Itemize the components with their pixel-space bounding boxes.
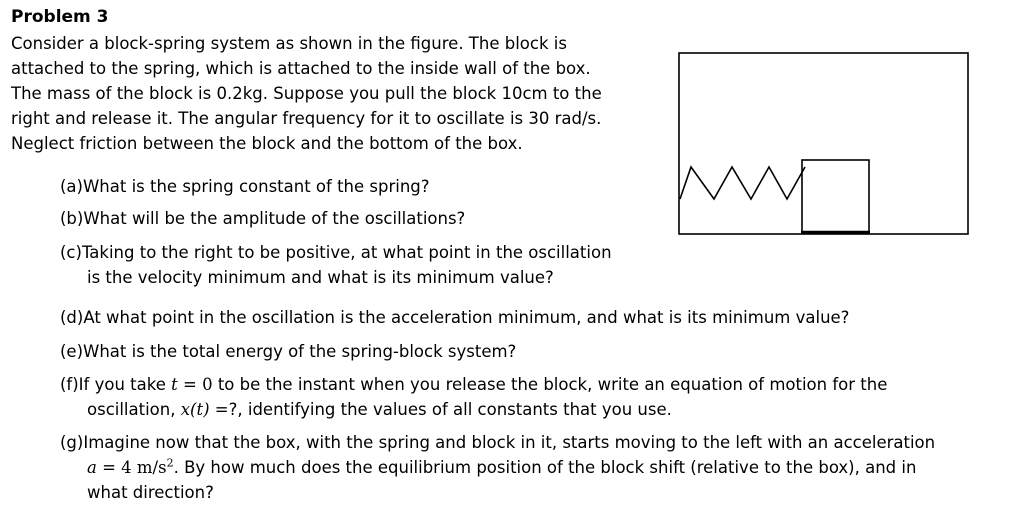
box-outline xyxy=(679,53,968,234)
question-b-text: (b)What will be the amplitude of the oscillations? xyxy=(60,209,466,228)
question-a-text: (a)What is the spring constant of the spring? xyxy=(60,177,430,196)
block-spring-figure xyxy=(678,52,970,236)
question-f-text: =?, identifying the values of all constants that you use. xyxy=(209,400,672,419)
exponent: 2 xyxy=(166,456,174,470)
intro-line: Consider a block-spring system as shown in the figure. The block is xyxy=(11,34,567,53)
question-f xyxy=(60,372,887,422)
equals-zero: = 0 xyxy=(177,375,213,394)
spring-zigzag xyxy=(680,167,805,199)
question-e-text: (e)What is the total energy of the spring-block system? xyxy=(60,342,517,361)
intro-line: attached to the spring, which is attached to the inside wall of the box. xyxy=(11,59,591,78)
question-f-line-1 xyxy=(60,372,887,397)
question-f-text: (f)If you take xyxy=(60,375,172,394)
question-f-text: oscillation, xyxy=(87,400,181,419)
question-e xyxy=(60,339,516,364)
question-a xyxy=(60,174,430,199)
acceleration-value: = 4 m/s xyxy=(96,458,167,477)
question-b xyxy=(60,206,465,231)
problem-intro xyxy=(11,31,602,156)
variable-t: t xyxy=(171,375,178,394)
question-g-text: . By how much does the equilibrium position of the block shift (relative to the box), and in xyxy=(173,458,917,477)
problem-title: Problem 3 xyxy=(11,7,109,27)
intro-line: right and release it. The angular frequency for it to oscillate is 30 rad/s. xyxy=(11,109,602,128)
intro-line: Neglect friction between the block and the bottom of the box. xyxy=(11,134,523,153)
intro-line: The mass of the block is 0.2kg. Suppose you pull the block 10cm to the xyxy=(11,84,602,103)
block xyxy=(802,160,869,233)
question-g-line-2 xyxy=(60,455,935,480)
question-g-line-3: what direction? xyxy=(87,483,214,502)
variable-x-of-t: x(t) xyxy=(180,400,210,419)
question-c-line-1: (c)Taking to the right to be positive, at what point in the oscillation xyxy=(60,243,612,262)
question-c xyxy=(60,240,612,290)
question-d xyxy=(60,305,849,330)
question-d-text: (d)At what point in the oscillation is the acceleration minimum, and what is its minimum value? xyxy=(60,308,850,327)
question-g xyxy=(60,430,935,505)
variable-a: a xyxy=(87,458,97,477)
question-f-line-2 xyxy=(60,397,887,422)
question-f-text: to be the instant when you release the block, write an equation of motion for the xyxy=(212,375,888,394)
question-c-line-2: is the velocity minimum and what is its minimum value? xyxy=(87,268,554,287)
question-g-line-1: (g)Imagine now that the box, with the spring and block in it, starts moving to the left with an acceleration xyxy=(60,433,936,452)
